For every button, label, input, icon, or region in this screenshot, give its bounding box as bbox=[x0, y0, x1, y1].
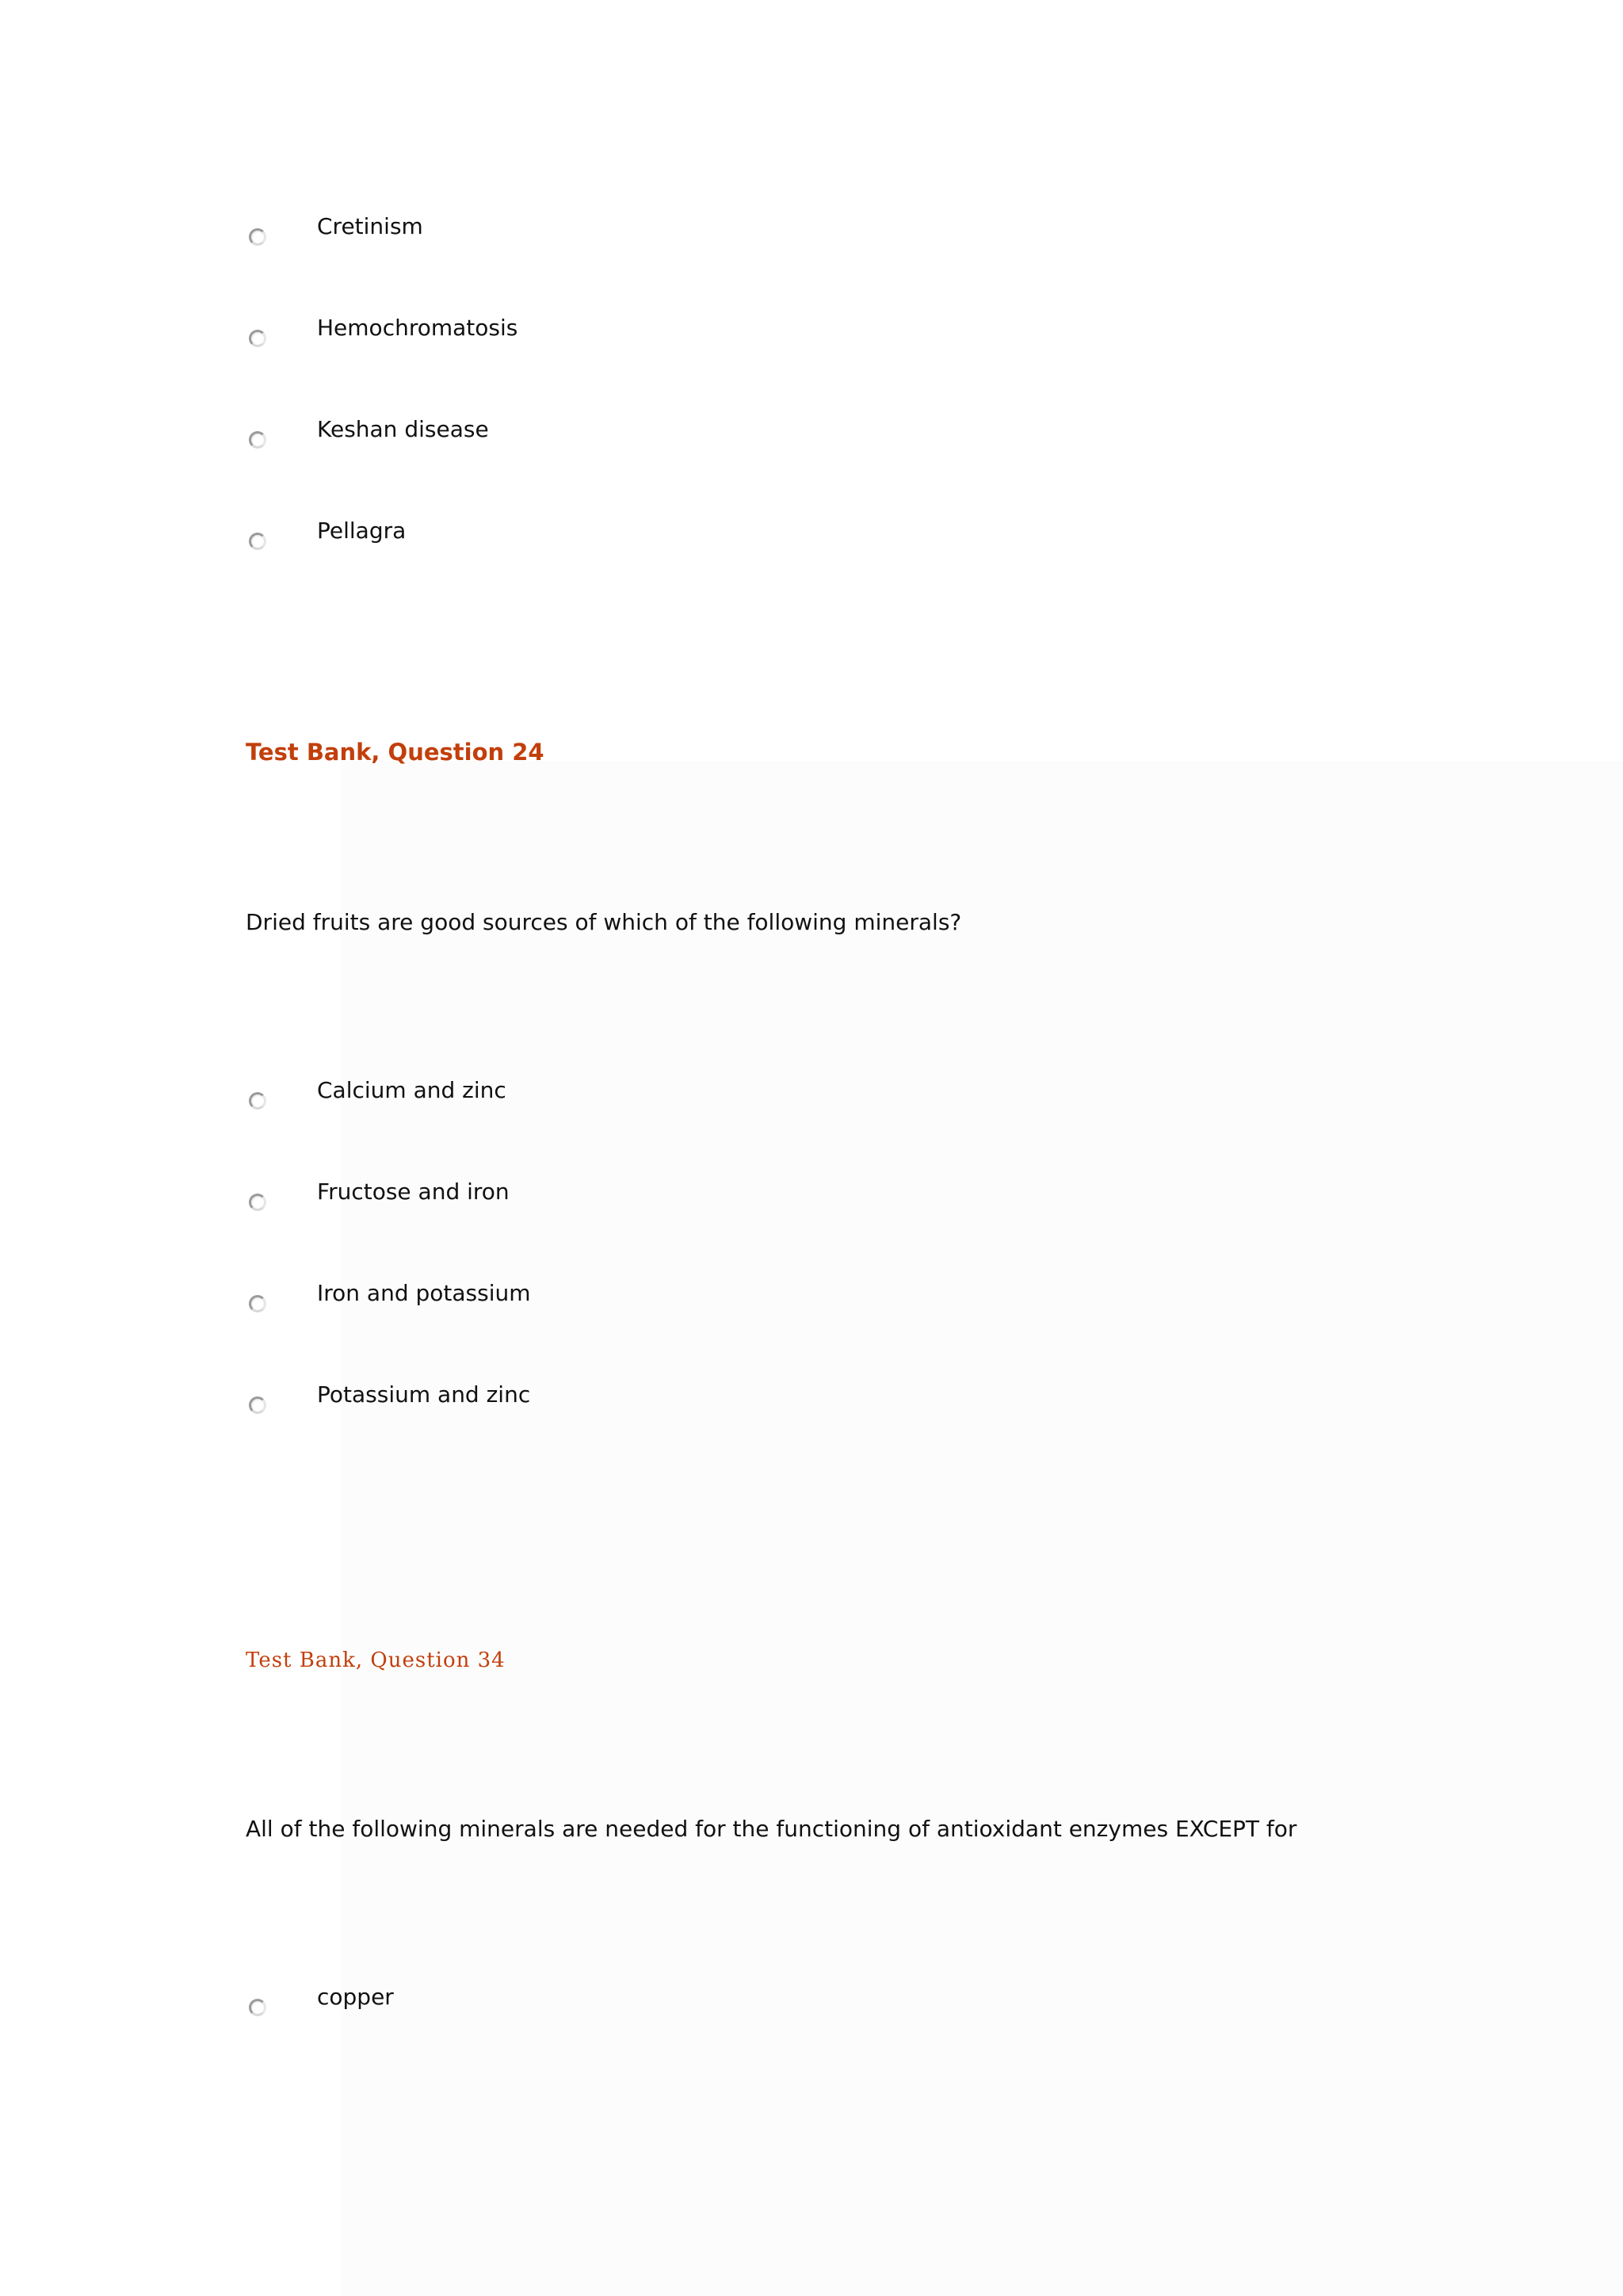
radio-button[interactable] bbox=[249, 533, 266, 550]
radio-button[interactable] bbox=[249, 1092, 266, 1110]
content-background bbox=[341, 761, 1623, 2296]
radio-button[interactable] bbox=[249, 228, 266, 246]
radio-button[interactable] bbox=[249, 1194, 266, 1211]
question-prompt: All of the following minerals are needed for the functioning of antioxidant enzymes EXCEPT for bbox=[246, 1816, 1297, 1842]
option-label: Potassium and zinc bbox=[317, 1381, 531, 1408]
option-label: copper bbox=[317, 1984, 394, 2010]
option-label: Hemochromatosis bbox=[317, 315, 518, 341]
radio-button[interactable] bbox=[249, 1999, 266, 2016]
radio-button[interactable] bbox=[249, 1295, 266, 1312]
radio-button[interactable] bbox=[249, 330, 266, 347]
option-label: Iron and potassium bbox=[317, 1280, 531, 1306]
option-label: Keshan disease bbox=[317, 416, 489, 442]
question-title: Test Bank, Question 24 bbox=[246, 739, 544, 766]
radio-button[interactable] bbox=[249, 1396, 266, 1414]
option-label: Fructose and iron bbox=[317, 1179, 510, 1205]
option-label: Pellagra bbox=[317, 518, 407, 544]
question-title: Test Bank, Question 34 bbox=[246, 1648, 506, 1672]
question-prompt: Dried fruits are good sources of which of the following minerals? bbox=[246, 909, 962, 935]
option-label: Calcium and zinc bbox=[317, 1077, 506, 1103]
radio-button[interactable] bbox=[249, 431, 266, 449]
option-label: Cretinism bbox=[317, 213, 423, 239]
